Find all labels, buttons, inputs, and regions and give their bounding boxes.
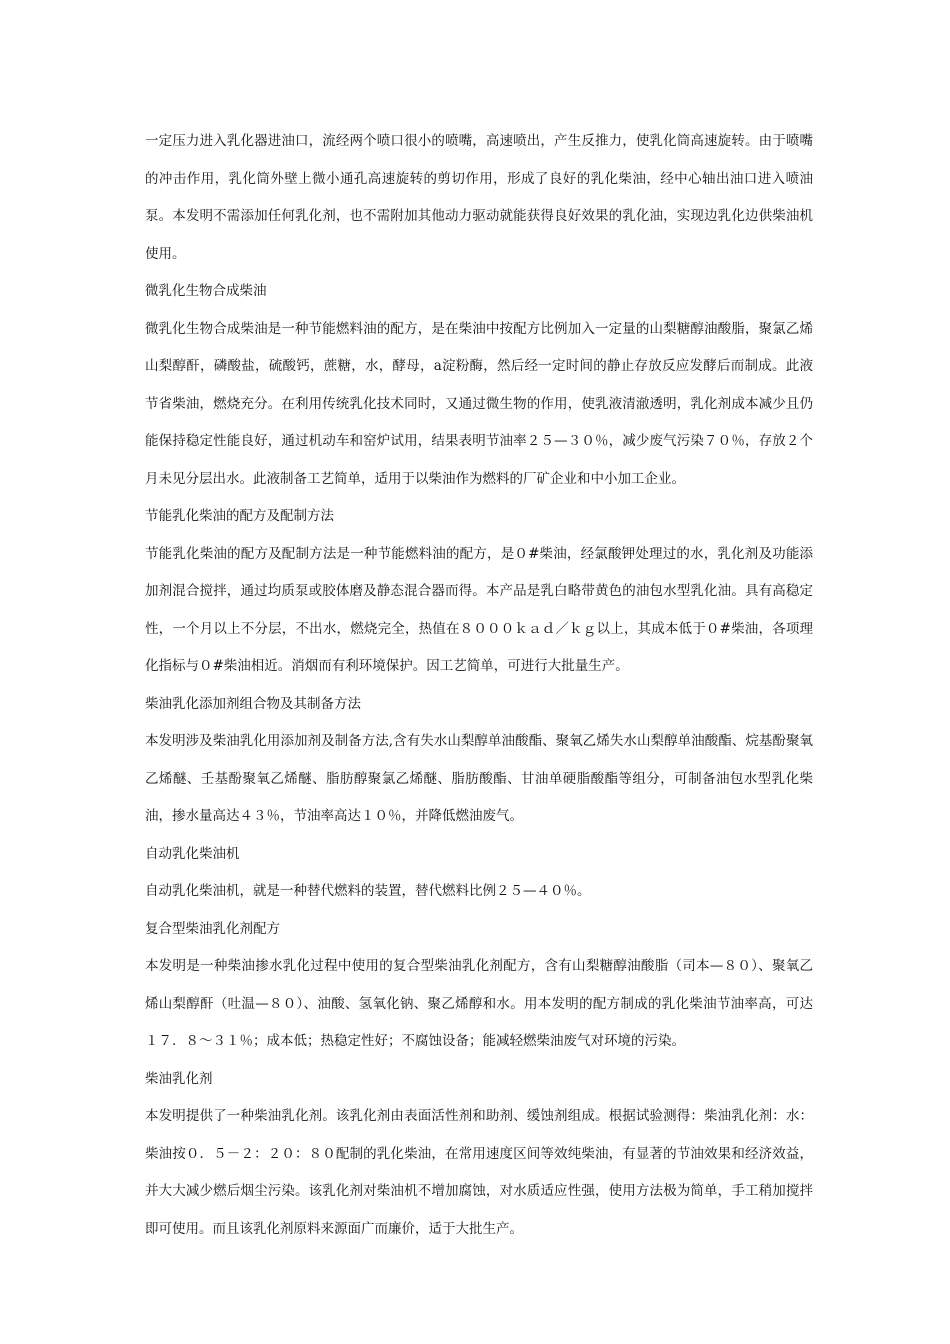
section-title: 节能乳化柴油的配方及配制方法 <box>145 508 334 524</box>
section-paragraph: 本发明提供了一种柴油乳化剂。该乳化剂由表面活性剂和助剂、缓蚀剂组成。根据试验测得：柴油乳化剂：水：柴油按０．５－２：２０：８０配制的乳化柴油，在常用速度区间等效纯柴油，有显著的节油效果和经济效益，并大大减少燃后烟尘污染。该乳化剂对柴油机不增加腐蚀，对水质适应性强，使用方法极为简单，手工稍加搅拌即可使用。而且该乳化剂原料来源面广而廉价，适于大批生产。 <box>145 1108 813 1237</box>
section-title: 柴油乳化剂 <box>145 1070 213 1087</box>
section-title: 微乳化生物合成柴油 <box>145 283 267 299</box>
section-paragraph: 本发明是一种柴油掺水乳化过程中使用的复合型柴油乳化剂配方，含有山梨糖醇油酸脂（司本—８０）、聚氧乙烯山梨醇酐（吐温—８０）、油酸、氢氧化钠、聚乙烯醇和水。用本发明的配方制成的乳化柴油节油率高，可达１７．８～３１％；成本低；热稳定性好；不腐蚀设备；能减轻燃柴油废气对环境的污染。 <box>145 958 813 1049</box>
document-body <box>145 123 813 1248</box>
intro-paragraph: 一定压力进入乳化器进油口，流经两个喷口很小的喷嘴，高速喷出，产生反推力，使乳化筒高速旋转。由于喷嘴的冲击作用，乳化筒外壁上微小通孔高速旋转的剪切作用，形成了良好的乳化柴油，经中心轴出油口进入喷油泵。本发明不需添加任何乳化剂，也不需附加其他动力驱动就能获得良好效果的乳化油，实现边乳化边供柴油机使用。 <box>145 133 813 262</box>
section-title: 自动乳化柴油机 <box>145 845 240 862</box>
section-paragraph: 本发明涉及柴油乳化用添加剂及制备方法,含有失水山梨醇单油酸酯、聚氧乙烯失水山梨醇单油酸酯、烷基酚聚氧乙烯醚、壬基酚聚氧乙烯醚、脂肪醇聚氯乙烯醚、脂肪酸酯、甘油单硬脂酸酯等组分，可制备油包水型乳化柴油，掺水量高达４３％，节油率高达１０％，并降低燃油废气。 <box>145 733 813 824</box>
section-paragraph: 自动乳化柴油机，就是一种替代燃料的装置，替代燃料比例２５—４０％。 <box>145 883 591 899</box>
section-paragraph: 节能乳化柴油的配方及配制方法是一种节能燃料油的配方，是０#柴油，经氯酸钾处理过的水，乳化剂及功能添加剂混合搅拌，通过均质泵或胶体磨及静态混合器而得。本产品是乳白略带黄色的油包水型乳化油。具有高稳定性，一个月以上不分层，不出水，燃烧完全，热值在８０００ｋａｄ／ｋｇ以上，其成本低于０#柴油，各项理化指标与０#柴油相近。消烟而有利环境保护。因工艺简单，可进行大批量生产。 <box>145 545 813 674</box>
section-title: 复合型柴油乳化剂配方 <box>145 920 280 937</box>
section-title: 柴油乳化添加剂组合物及其制备方法 <box>145 695 361 712</box>
section-paragraph: 微乳化生物合成柴油是一种节能燃料油的配方，是在柴油中按配方比例加入一定量的山梨糖醇油酸脂，聚氯乙烯山梨醇酐，磷酸盐，硫酸钙，蔗糖，水，酵母，a淀粉酶，然后经一定时间的静止存放反应发酵后而制成。此液节省柴油，燃烧充分。在利用传统乳化技术同时，又通过微生物的作用，使乳液清澈透明，乳化剂成本减少且仍能保持稳定性能良好，通过机动车和窑炉试用，结果表明节油率２５—３０％，减少废气污染７０％，存放２个月未见分层出水。此液制备工艺简单，适用于以柴油作为燃料的厂矿企业和中小加工企业。 <box>145 320 813 487</box>
